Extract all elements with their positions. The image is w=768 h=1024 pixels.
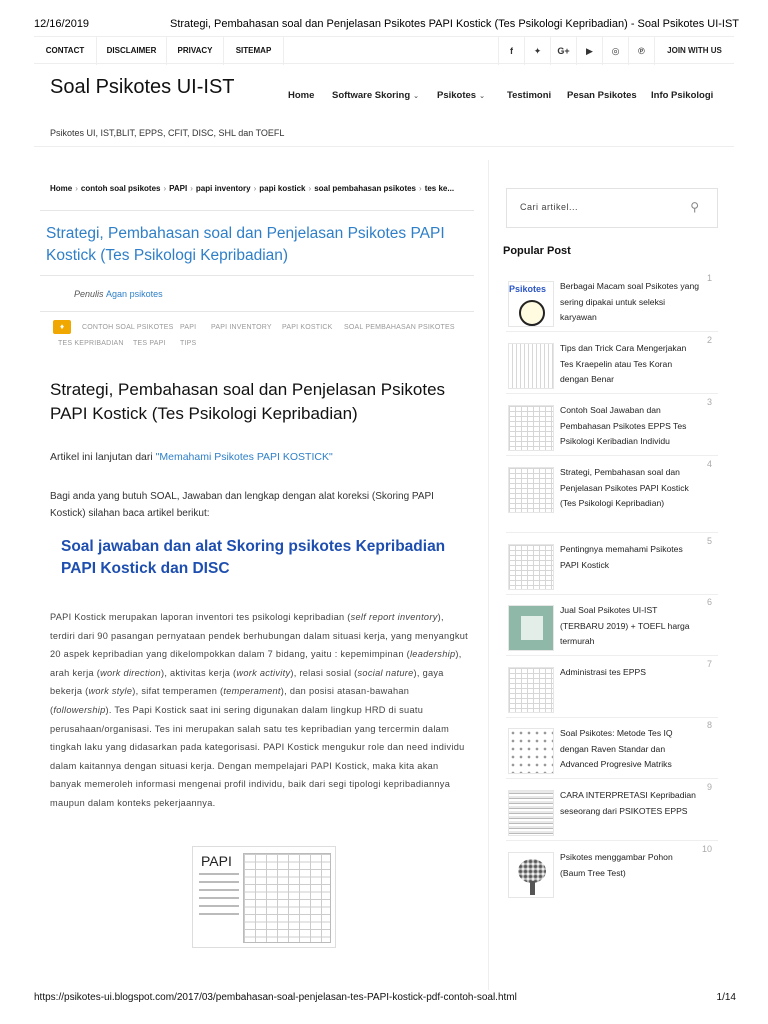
- post-thumbnail[interactable]: [508, 544, 554, 590]
- join-with-us-button[interactable]: JOIN WITH US: [654, 37, 734, 65]
- search-input[interactable]: Cari artikel...: [520, 202, 579, 212]
- breadcrumb-current: tes ke...: [424, 184, 455, 193]
- print-url: https://psikotes-ui.blogspot.com/2017/03/pembahasan-soal-penjelasan-tes-PAPI-kostick-pdf-contoh-soal.html: [34, 992, 517, 1003]
- popular-post-title[interactable]: Psikotes menggambar Pohon (Baum Tree Test): [560, 852, 673, 878]
- form-lines: [199, 873, 239, 921]
- nav-testimoni[interactable]: Testimoni: [507, 90, 552, 101]
- post-thumbnail[interactable]: [508, 728, 554, 774]
- instagram-icon[interactable]: ◎: [602, 37, 628, 65]
- youtube-icon[interactable]: ▶: [576, 37, 602, 65]
- popular-post-title[interactable]: Tips dan Trick Cara Mengerjakan Tes Kraepelin atau Tes Koran dengan Benar: [560, 343, 687, 384]
- breadcrumb-item[interactable]: PAPI: [169, 184, 188, 193]
- nav-home[interactable]: Home: [288, 90, 315, 101]
- facebook-icon[interactable]: f: [498, 37, 524, 65]
- promo-link[interactable]: Soal jawaban dan alat Skoring psikotes Kepribadian PAPI Kostick dan DISC: [61, 538, 446, 577]
- rank-number: 5: [706, 536, 712, 546]
- author-line: Penulis Agan psikotes: [74, 289, 163, 299]
- site-title[interactable]: Soal Psikotes UI-IST: [50, 76, 235, 98]
- popular-post-title[interactable]: CARA INTERPRETASI Kepribadian seseorang dari PSIKOTES EPPS: [560, 790, 696, 816]
- popular-post-title[interactable]: Administrasi tes EPPS: [560, 667, 646, 677]
- popular-post-title[interactable]: Berbagai Macam soal Psikotes yang sering dipakai untuk seleksi karyawan: [560, 281, 700, 322]
- breadcrumb-item[interactable]: contoh soal psikotes: [80, 184, 161, 193]
- print-header: [0, 0, 768, 36]
- post-thumbnail[interactable]: Psikotes: [508, 281, 554, 327]
- tag-link[interactable]: SOAL PEMBAHASAN PSIKOTES: [344, 324, 455, 331]
- chevron-right-icon: ›: [163, 184, 167, 193]
- post-thumbnail[interactable]: [508, 667, 554, 713]
- article-intro: Artikel ini lanjutan dari "Memahami Psikotes PAPI KOSTICK": [50, 451, 333, 463]
- rank-number: 7: [706, 659, 712, 669]
- twitter-icon[interactable]: ✦: [524, 37, 550, 65]
- post-thumbnail[interactable]: [508, 790, 554, 836]
- nav-psikotes[interactable]: Psikotes ⌄: [437, 90, 485, 101]
- page-number: 1/14: [716, 992, 736, 1003]
- tag-link[interactable]: TES KEPRIBADIAN: [58, 340, 124, 347]
- header-divider: [34, 146, 734, 147]
- breadcrumb-home[interactable]: Home: [50, 184, 73, 193]
- tag-icon: ♦: [53, 320, 71, 334]
- disclaimer-link[interactable]: DISCLAIMER: [97, 37, 167, 65]
- chevron-right-icon: ›: [75, 184, 78, 193]
- column-divider: [488, 160, 489, 990]
- article-body: PAPI Kostick merupakan laporan inventori tes psikologi kepribadian (self report inventory), terdiri dari 90 pasangan pernyataan pendek berhubungan dalam situasi kerja, yang menyangkut 20 aspek kepribadian yang dikelompokkan dalam 7 bidang, yaitu : kepemimpinan (leadership), arah kerja (work direction), aktivitas kerja (work activity), relasi sosial (social nature), gaya bekerja (work style), sifat temperamen (temperament), dan posisi atasan-bawahan (followership). Tes Papi Kostick saat ini sering digunakan dalam lingkup HRD di suatu perusahaan/organisasi. Tes ini merupakan salah satu tes kepribadian yang tercermin dalam tingkah laku yang didasarkan pada kategorisasi. PAPI Kostick mengukur role dan need individu dalam kaitannya dengan situasi kerja. Dengan mempelajari PAPI Kostick, maka kita akan banyak memeroleh informasi mengenai profil individu, baik dari segi tipologi kepribadiannya maupun dalam konteks pekerjaannya.: [50, 612, 469, 808]
- rank-number: 8: [706, 720, 712, 730]
- papi-form-image: [192, 846, 336, 948]
- site-tagline: Psikotes UI, IST,BLIT, EPPS, CFIT, DISC, SHL dan TOEFL: [50, 128, 285, 138]
- nav-pesan-psikotes[interactable]: Pesan Psikotes: [567, 90, 637, 101]
- post-thumbnail[interactable]: [508, 405, 554, 451]
- breadcrumb: [50, 184, 454, 193]
- answer-grid: [243, 853, 331, 943]
- tag-link[interactable]: TES PAPI: [133, 340, 166, 347]
- author-link[interactable]: Agan psikotes: [106, 289, 163, 299]
- privacy-link[interactable]: PRIVACY: [167, 37, 224, 65]
- tag-link[interactable]: PAPI INVENTORY: [211, 324, 272, 331]
- divider: [40, 311, 474, 312]
- intro-link[interactable]: "Memahami Psikotes PAPI KOSTICK": [155, 451, 333, 463]
- tag-link[interactable]: CONTOH SOAL PSIKOTES: [82, 324, 174, 331]
- print-date: 12/16/2019: [34, 18, 90, 30]
- chevron-right-icon: ›: [190, 184, 193, 193]
- post-thumbnail[interactable]: [508, 467, 554, 513]
- papi-image-label: PAPI: [201, 853, 232, 869]
- chevron-right-icon: ›: [253, 184, 257, 193]
- rank-number: 9: [706, 782, 712, 792]
- divider: [40, 275, 474, 276]
- rank-number: 10: [701, 844, 712, 854]
- contact-link[interactable]: CONTACT: [34, 37, 97, 65]
- chevron-right-icon: ›: [308, 184, 312, 193]
- search-box[interactable]: [506, 188, 718, 228]
- popular-post-title[interactable]: Strategi, Pembahasan soal dan Penjelasan Psikotes PAPI Kostick (Tes Psikologi Kepribadian): [560, 467, 689, 508]
- rank-number: 4: [706, 459, 712, 469]
- nav-info-psikologi[interactable]: Info Psikologi: [651, 90, 714, 101]
- tag-link[interactable]: PAPI: [180, 324, 197, 331]
- print-title: Strategi, Pembahasan soal dan Penjelasan Psikotes PAPI Kostick (Tes Psikologi Kepribadian) - Soal Psikotes UI-IST: [170, 18, 740, 30]
- tag-link[interactable]: TIPS: [180, 340, 197, 347]
- divider: [40, 210, 474, 211]
- popular-post-title[interactable]: Jual Soal Psikotes UI-IST (TERBARU 2019) + TOEFL harga termurah: [560, 605, 690, 646]
- rank-number: 6: [706, 597, 712, 607]
- tag-link[interactable]: PAPI KOSTICK: [282, 324, 333, 331]
- breadcrumb-item[interactable]: papi kostick: [259, 184, 306, 193]
- rank-number: 2: [706, 335, 712, 345]
- google-plus-icon[interactable]: G+: [550, 37, 576, 65]
- search-icon[interactable]: ⚲: [690, 200, 699, 214]
- print-footer: [34, 992, 734, 1003]
- popular-post-title[interactable]: Contoh Soal Jawaban dan Pembahasan Psikotes EPPS Tes Psikologi Keribadian Individu: [560, 405, 687, 446]
- rank-number: 3: [706, 397, 712, 407]
- chevron-right-icon: ›: [419, 184, 422, 193]
- article-paragraph: Bagi anda yang butuh SOAL, Jawaban dan lengkap dengan alat koreksi (Skoring PAPI Kostick) silahan baca artikel berikut:: [50, 491, 434, 519]
- post-title: Strategi, Pembahasan soal dan Penjelasan Psikotes PAPI Kostick (Tes Psikologi Kepribadian): [46, 225, 445, 264]
- rank-number: 1: [706, 273, 712, 283]
- tree-thumbnail[interactable]: [508, 852, 554, 898]
- article-heading: Strategi, Pembahasan soal dan Penjelasan Psikotes PAPI Kostick (Tes Psikologi Kepribadian): [50, 380, 446, 423]
- top-bar: [34, 36, 734, 64]
- popular-post-title[interactable]: Soal Psikotes: Metode Tes IQ dengan Raven Standar dan Advanced Progresive Matriks: [560, 728, 673, 769]
- post-thumbnail[interactable]: [508, 605, 554, 651]
- nav-software-skoring[interactable]: Software Skoring ⌄: [332, 90, 419, 101]
- sitemap-link[interactable]: SITEMAP: [224, 37, 284, 65]
- breadcrumb-item[interactable]: soal pembahasan psikotes: [314, 184, 417, 193]
- popular-post-title[interactable]: Pentingnya memahami Psikotes PAPI Kostick: [560, 544, 683, 570]
- chevron-down-icon: ⌄: [413, 93, 419, 100]
- chevron-down-icon: ⌄: [479, 93, 485, 100]
- post-thumbnail[interactable]: [508, 343, 554, 389]
- popular-post-heading: Popular Post: [503, 245, 571, 257]
- breadcrumb-item[interactable]: papi inventory: [195, 184, 251, 193]
- pinterest-icon[interactable]: ℗: [628, 37, 654, 65]
